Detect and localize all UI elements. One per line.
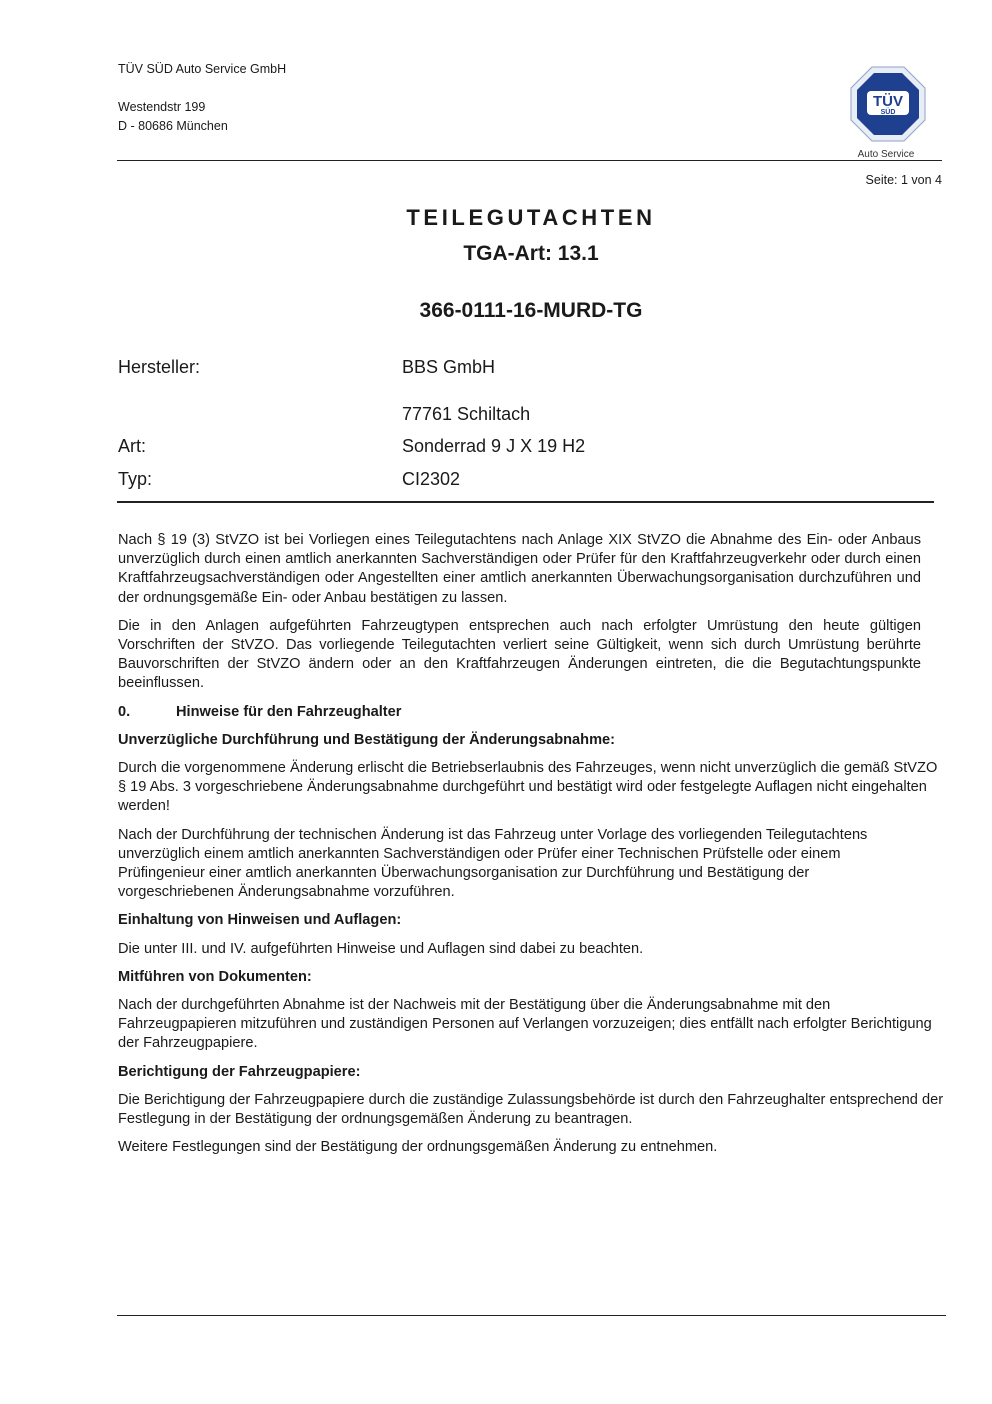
section-title: Hinweise für den Fahrzeughalter (176, 703, 402, 720)
document-title: TEILEGUTACHTEN (406, 205, 656, 230)
page-number: Seite: 1 von 4 (865, 173, 942, 187)
hersteller-value: BBS GmbH (402, 357, 496, 377)
tuv-logo (848, 64, 928, 162)
tuv-octagon-icon (848, 64, 928, 162)
subheading-berichtigung: Berichtigung der Fahrzeugpapiere: (118, 1063, 361, 1080)
company-city: D - 80686 München (118, 119, 228, 133)
art-value: Sonderrad 9 J X 19 H2 (402, 436, 586, 456)
section-number: 0. (118, 703, 131, 720)
hersteller-address: 77761 Schiltach (402, 404, 531, 424)
paragraph-dokumente: Nach der durchgeführten Abnahme ist der Nachweis mit der Bestätigung über die Änderungsabnahme mit den Fahrzeugpapieren mitzuführen und zuständigen Personen auf Verlangen vorzuzeigen; dies entfällt nach erfolgter Berichtigung der Fahrzeugpapiere. (118, 997, 932, 1052)
typ-value: CI2302 (402, 469, 461, 489)
document-body (118, 531, 944, 1166)
tga-type: TGA-Art: 13.1 (463, 242, 599, 265)
footer-divider (117, 1315, 946, 1316)
subheading-abnahme: Unverzügliche Durchführung und Bestätigung der Änderungsabnahme: (118, 731, 616, 748)
paragraph-vorfuehrung: Nach der Durchführung der technischen Änderung ist das Fahrzeug unter Vorlage des vorliegenden Teilegutachtens unverzüglich einem amtlich anerkannten Sachverständigen oder Prüfer einer Technischen Prüfstelle oder einem Prüfingenieur einer amtlich anerkannten Überwachungsorganisation zur Durchführung und Bestätigung der vorgeschriebenen Änderungsabnahme vorzuführen. (118, 826, 868, 901)
logo-text-bottom: SÜD (880, 109, 896, 116)
fields-divider (117, 501, 934, 503)
header-divider (117, 160, 942, 161)
subheading-hinweise: Einhaltung von Hinweisen und Auflagen: (118, 912, 402, 929)
logo-text-top: TÜV (873, 93, 903, 110)
art-label: Art: (118, 436, 147, 456)
logo-caption: Auto Service (857, 149, 915, 160)
paragraph-berichtigung: Die Berichtigung der Fahrzeugpapiere durch die zuständige Zulassungsbehörde ist durch den Fahrzeughalter entsprechend der Festlegung in der Bestätigung der ordnungsgemäßen Änderung zu beantragen. (118, 1091, 944, 1128)
company-name: TÜV SÜD Auto Service GmbH (118, 62, 287, 76)
paragraph-validity: Die in den Anlagen aufgeführten Fahrzeugtypen entsprechen auch nach erfolgter Umrüstung den heute gültigen Vorschriften der StVZO. Das vorliegende Teilegutachten verliert seine Gültigkeit, wenn sich durch Umrüstung berührte Bauvorschriften der StVZO ändern oder an den Kraftfahrzeugen Änderungen eintreten, die die Begutachtungspunkte beeinflussen. (118, 617, 921, 692)
document-number: 366-0111-16-MURD-TG (419, 299, 643, 322)
hersteller-label: Hersteller: (118, 357, 201, 377)
subheading-dokumente: Mitführen von Dokumenten: (118, 968, 312, 985)
paragraph-festlegungen: Weitere Festlegungen sind der Bestätigung der ordnungsgemäßen Änderung zu entnehmen. (118, 1139, 718, 1156)
paragraph-hinweise: Die unter III. und IV. aufgeführten Hinweise und Auflagen sind dabei zu beachten. (118, 940, 644, 957)
company-street: Westendstr 199 (118, 100, 206, 114)
paragraph-legal-basis: Nach § 19 (3) StVZO ist bei Vorliegen eines Teilegutachtens nach Anlage XIX StVZO die Abnahme des Ein- oder Anbaus unverzüglich durch einen amtlich anerkannten Sachverständigen oder Prüfer für den Kraftfahrzeugverkehr oder durch einen Kraftfahrzeugsachverständigen oder Angestellten einer amtlich anerkannten Überwachungsorganisation durchzuführen und der ordnungsgemäße Ein- oder Anbau bestätigen zu lassen. (118, 532, 921, 606)
section-heading (118, 703, 921, 722)
paragraph-betriebserlaubnis: Durch die vorgenommene Änderung erlischt die Betriebserlaubnis des Fahrzeuges, wenn nicht unverzüglich die gemäß StVZO § 19 Abs. 3 vorgeschriebene Änderungsabnahme durchgeführt und bestätigt wird oder festgelegte Auflagen nicht eingehalten werden! (118, 760, 938, 815)
typ-label: Typ: (118, 469, 153, 489)
